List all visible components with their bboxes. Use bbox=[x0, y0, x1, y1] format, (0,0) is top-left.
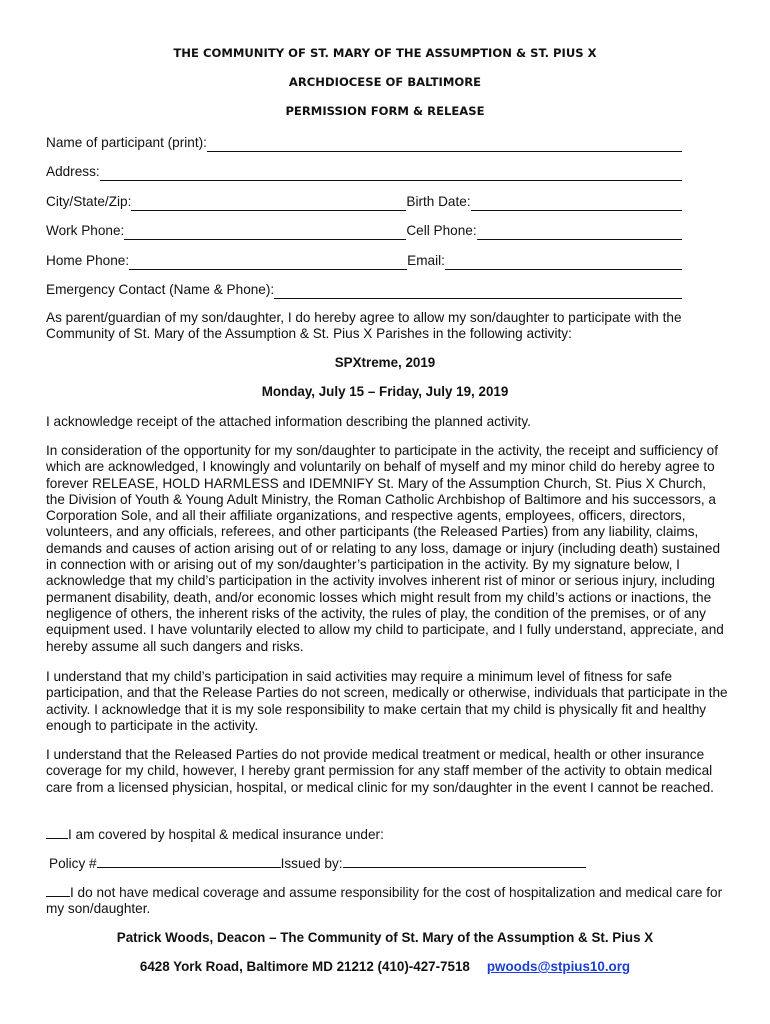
event-dates: Monday, July 15 – Friday, July 19, 2019 bbox=[261, 384, 509, 399]
acknowledge-paragraph: I acknowledge receipt of the attached information describing the planned activity. bbox=[46, 414, 531, 429]
footer-address: 6428 York Road, Baltimore MD 21212 (410)-427-7518 bbox=[139, 959, 470, 974]
home-phone-field[interactable] bbox=[129, 255, 407, 270]
issued-by-field[interactable] bbox=[343, 855, 586, 868]
home-phone-label: Home Phone: bbox=[46, 253, 130, 268]
fitness-paragraph: I understand that my child’s participation in said activities may require a minimum level of fitness for safe participation, and that the Release Parties do not screen, medically or otherwise, individuals that participate in the activity. I acknowledge that it is my sole responsibility to make certain that my child is physically fit and healthy enough to participate in the activity. bbox=[46, 669, 728, 733]
email-field[interactable] bbox=[445, 255, 682, 270]
policy-label: Policy # bbox=[49, 856, 97, 871]
emergency-contact-row bbox=[46, 281, 682, 299]
insurance-covered-checkbox[interactable] bbox=[46, 826, 68, 839]
archdiocese-heading: ARCHDIOCESE OF BALTIMORE bbox=[288, 75, 482, 89]
address-field[interactable] bbox=[100, 166, 682, 181]
address-label: Address: bbox=[46, 164, 100, 179]
issued-by-label: Issued by: bbox=[280, 856, 343, 871]
insurance-covered-label: I am covered by hospital & medical insurance under: bbox=[68, 827, 384, 842]
policy-number-field[interactable] bbox=[97, 855, 281, 868]
participant-name-row bbox=[46, 134, 682, 152]
footer-address-line bbox=[0, 959, 770, 974]
insurance-covered-row bbox=[46, 826, 728, 843]
work-phone-label: Work Phone: bbox=[46, 223, 125, 238]
cell-phone-label: Cell Phone: bbox=[406, 223, 477, 238]
no-coverage-label: I do not have medical coverage and assume responsibility for the cost of hospitalization and medical care for my son/daughter. bbox=[46, 885, 723, 917]
birth-date-field[interactable] bbox=[471, 196, 682, 211]
document-title: THE COMMUNITY OF ST. MARY OF THE ASSUMPTION & ST. PIUS X bbox=[173, 46, 597, 60]
city-state-zip-field[interactable] bbox=[131, 196, 406, 211]
emergency-contact-field[interactable] bbox=[274, 284, 682, 299]
no-coverage-row bbox=[46, 884, 728, 918]
form-title: PERMISSION FORM & RELEASE bbox=[285, 104, 485, 118]
work-cell-row bbox=[46, 222, 682, 240]
policy-row bbox=[49, 855, 731, 872]
participant-name-label: Name of participant (print): bbox=[46, 135, 207, 150]
home-email-row bbox=[46, 252, 682, 270]
emergency-contact-label: Emergency Contact (Name & Phone): bbox=[46, 282, 275, 297]
footer-contact: Patrick Woods, Deacon – The Community of St. Mary of the Assumption & St. Pius X bbox=[116, 930, 654, 945]
work-phone-field[interactable] bbox=[124, 225, 406, 240]
intro-paragraph: As parent/guardian of my son/daughter, I do hereby agree to allow my son/daughter to participate with the Community of St. Mary of the Assumption & St. Pius X Parishes in the following activity: bbox=[46, 310, 682, 342]
no-coverage-checkbox[interactable] bbox=[46, 884, 70, 897]
city-state-zip-label: City/State/Zip: bbox=[46, 194, 132, 209]
cell-phone-field[interactable] bbox=[477, 225, 682, 240]
address-row bbox=[46, 163, 682, 181]
footer-email-link[interactable]: pwoods@stpius10.org bbox=[486, 959, 631, 974]
release-paragraph: In consideration of the opportunity for my son/daughter to participate in the activity, the receipt and sufficiency of which are acknowledged, I knowingly and voluntarily on behalf of myself and my minor child do hereby agree to forever RELEASE, HOLD HARMLESS and IDEMNIFY St. Mary of the Assumption Church, St. Pius X Church, the Division of Youth & Young Adult Ministry, the Roman Catholic Archbishop of Baltimore and his successors, a Corporation Sole, and all their affiliate organizations, and respective agents, employees, officers, directors, volunteers, and any officials, referees, and other participants (the Released Parties) from any liability, claims, demands and causes of action arising out of or relating to any loss, damage or injury (including death) sustained in connection with or arising out of my son/daughter’s participation in the activity. By my signature below, I acknowledge that my child’s participation in the activity involves inherent rist of minor or serious injury, including permanent disability, death, and/or economic losses which might result from my child’s actions or inactions, the negligence of others, the inherent risks of the activity, the rules of play, the condition of the premises, or of any equipment used. I have voluntarily elected to allow my child to participate, and I fully understand, appreciate, and hereby assume all such dangers and risks. bbox=[46, 443, 724, 654]
medical-paragraph: I understand that the Released Parties do not provide medical treatment or medical, health or other insurance coverage for my child, however, I hereby grant permission for any staff member of the activity to obtain medical care from a licensed physician, hospital, or medical clinic for my son/daughter in the event I cannot be reached. bbox=[46, 747, 714, 795]
birth-date-label: Birth Date: bbox=[406, 194, 471, 209]
city-birth-row bbox=[46, 193, 682, 211]
email-label: Email: bbox=[407, 253, 445, 268]
participant-name-field[interactable] bbox=[207, 137, 682, 152]
event-name: SPXtreme, 2019 bbox=[334, 355, 436, 370]
